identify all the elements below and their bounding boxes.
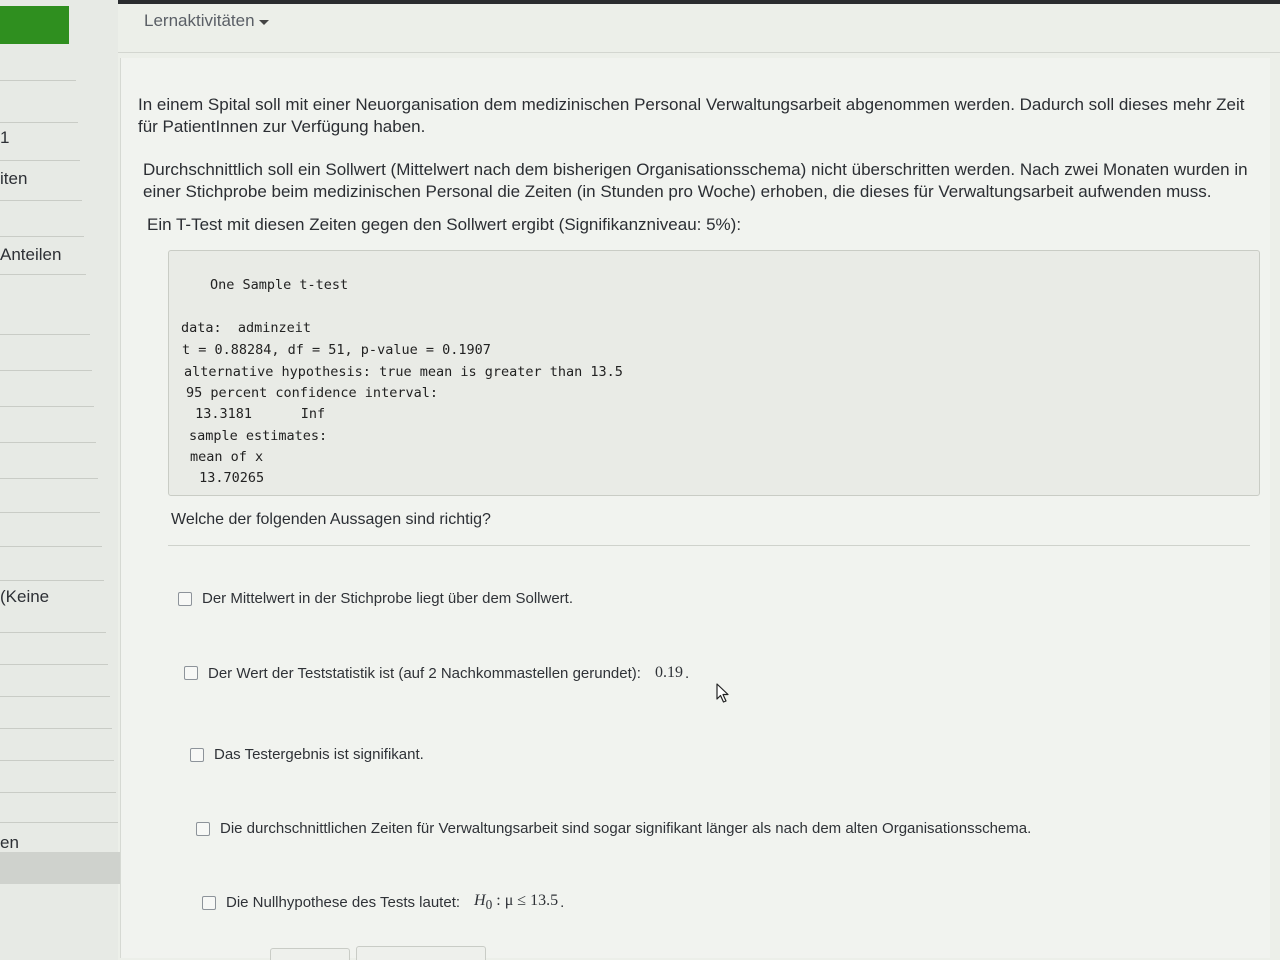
header-divider [118, 52, 1280, 53]
intro-paragraph-1: In einem Spital soll mit einer Neuorganisation dem medizinischen Personal Verwaltungsarbeit abgenommen werden. Dadurch soll dieses mehr Zeit für PatientInnen zur Verfügung haben. [138, 95, 1245, 136]
mouse-cursor-icon [716, 683, 730, 703]
sidebar-divider [0, 512, 100, 513]
output-mean-label: mean of x [190, 449, 264, 465]
checkbox-icon[interactable] [202, 896, 216, 910]
lernaktivitaeten-menu[interactable] [144, 11, 269, 31]
sidebar-divider [0, 696, 110, 697]
output-title: One Sample t-test [210, 277, 349, 293]
checkbox-icon[interactable] [184, 666, 198, 680]
sidebar-divider [0, 334, 90, 335]
sidebar-divider [0, 760, 114, 761]
sidebar-active-item[interactable] [0, 6, 69, 44]
sidebar-divider [0, 122, 78, 123]
answer-math-hypothesis: $H_0$ : μ ≤ 13.5 [474, 892, 559, 913]
sidebar-divider [0, 478, 98, 479]
sidebar-divider [0, 580, 104, 581]
output-ci-values: 13.3181 Inf [187, 406, 326, 422]
sidebar-divider [0, 792, 116, 793]
sidebar-divider [0, 632, 106, 633]
sidebar-divider [0, 160, 80, 161]
checkbox-icon[interactable] [190, 748, 204, 762]
menu-label: Lernaktivitäten [144, 11, 255, 30]
answer-option-5[interactable] [202, 892, 564, 913]
answer-option-3[interactable] [190, 746, 424, 763]
intro-paragraph-2: Durchschnittlich soll ein Sollwert (Mittelwert nach dem bisherigen Organisationsschema) nicht überschritten werden. Nach zwei Monaten wurden in einer Stichprobe beim medizinischen Personal die Zeiten (in Stunden pro Woche) erhoben, die dieses für Verwaltungsarbeit aufwenden muss. [143, 160, 1248, 201]
answer-suffix: . [560, 894, 565, 912]
sidebar-divider [0, 274, 86, 275]
left-sidebar [0, 0, 118, 960]
bottom-button[interactable] [356, 946, 486, 960]
answer-option-2[interactable] [184, 664, 689, 682]
sidebar-item-3[interactable]: Anteilen [0, 245, 62, 264]
checkbox-icon[interactable] [196, 822, 210, 836]
output-est-label: sample estimates: [189, 428, 328, 444]
sidebar-item-5[interactable]: en [0, 833, 19, 852]
output-data-line: data: adminzeit [181, 320, 312, 336]
sidebar-item-1[interactable]: 1 [0, 128, 10, 147]
output-ci-label: 95 percent confidence interval: [186, 385, 438, 401]
sidebar-divider [0, 442, 96, 443]
output-stat-line: t = 0.88284, df = 51, p-value = 0.1907 [182, 342, 491, 358]
intro-paragraph-3: Ein T-Test mit diesen Zeiten gegen den Sollwert ergibt (Signifikanzniveau: 5%): [147, 215, 742, 234]
answer-text: Der Wert der Teststatistik ist (auf 2 Nachkommastellen gerundet): [208, 664, 641, 682]
question-text: Welche der folgenden Aussagen sind richtig? [171, 511, 491, 528]
sidebar-divider [0, 370, 92, 371]
answer-suffix: . [684, 664, 690, 682]
answer-text: Die durchschnittlichen Zeiten für Verwaltungsarbeit sind sogar signifikant länger als nach dem alten Organisationsschema. [220, 820, 1032, 837]
answer-option-4[interactable] [196, 820, 1031, 837]
answer-option-1[interactable] [178, 590, 573, 607]
sidebar-divider [0, 728, 112, 729]
output-mean-value: 13.70265 [191, 470, 265, 486]
sidebar-item-4[interactable]: (Keine [0, 587, 50, 606]
answer-text: Die Nullhypothese des Tests lautet: [226, 894, 461, 912]
sidebar-divider [0, 546, 102, 547]
answer-text: Das Testergebnis ist signifikant. [214, 746, 424, 763]
sidebar-divider [0, 80, 76, 81]
sidebar-divider [0, 822, 118, 823]
sidebar-divider [0, 236, 84, 237]
answer-text: Der Mittelwert in der Stichprobe liegt über dem Sollwert. [202, 590, 573, 607]
sidebar-divider [0, 664, 108, 665]
top-edge [0, 0, 1280, 4]
caret-down-icon [259, 20, 269, 25]
sidebar-item-2[interactable]: iten [0, 169, 28, 188]
answer-math-value: 0.19 [654, 664, 683, 681]
output-alt-line: alternative hypothesis: true mean is greater than 13.5 [184, 364, 623, 380]
sidebar-divider [0, 200, 82, 201]
sidebar-divider [0, 406, 94, 407]
bottom-button[interactable] [270, 948, 350, 960]
question-divider [168, 545, 1250, 546]
checkbox-icon[interactable] [178, 592, 192, 606]
